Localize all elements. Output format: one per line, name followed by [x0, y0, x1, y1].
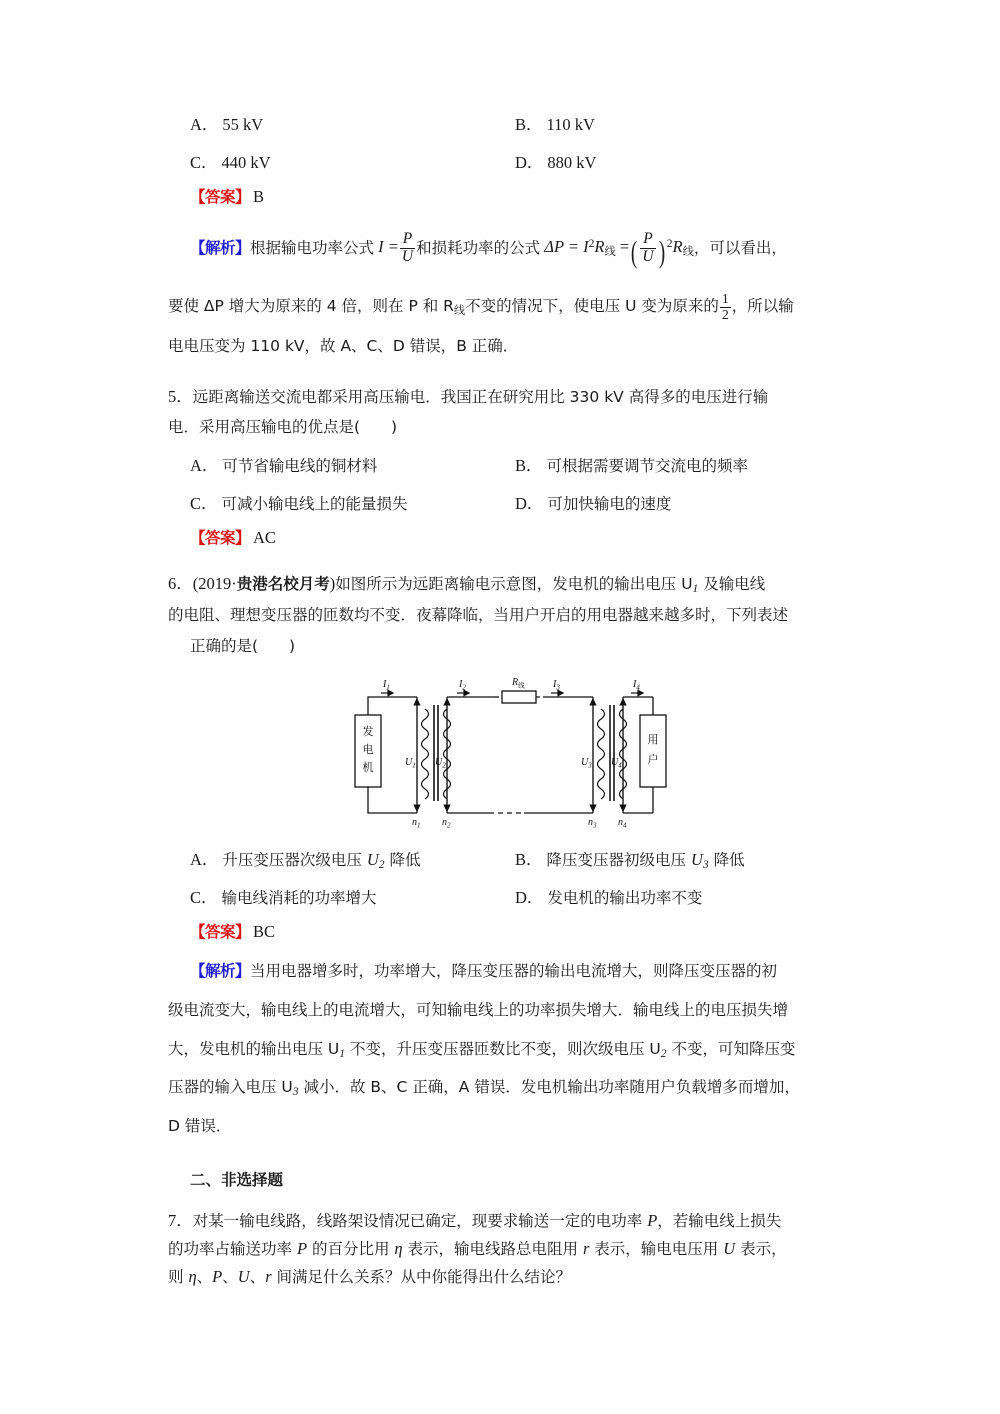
- solution-tag: 【解析】: [190, 238, 251, 257]
- q4-solution-line3: [168, 326, 840, 366]
- q6-stem-line1-wrap: [168, 567, 840, 602]
- q7-line3g: 、: [249, 1267, 266, 1286]
- q6-solution-line4-wrap: [168, 1068, 840, 1107]
- q6-option-d-label: D．: [515, 888, 544, 908]
- q6-option-b-sym: U: [690, 849, 703, 869]
- label-i3: $I_3$: [553, 679, 560, 692]
- q4-formula-dP-R: R: [594, 237, 605, 257]
- q4-solution-seg5: 不变的情况下，使电压 U 变为原来的: [465, 297, 719, 316]
- q5-option-b[interactable]: [515, 452, 840, 476]
- q4-solution-line2: [168, 286, 840, 326]
- q5-option-d[interactable]: [515, 490, 840, 514]
- q7-number: 7．: [168, 1210, 193, 1230]
- q5-option-a-label: A．: [190, 455, 219, 475]
- q6-option-a-post: 降低: [384, 850, 421, 869]
- u1-arrow-down: [414, 805, 420, 811]
- label-u4: $U_4$: [611, 757, 622, 770]
- q6-answer-value: BC: [253, 922, 276, 942]
- u2-arrow-down: [444, 805, 450, 811]
- q7-line2b: P: [296, 1238, 308, 1258]
- q4-option-b-text: 110 kV: [546, 115, 595, 134]
- q5-stem-line2-wrap: [168, 410, 840, 445]
- section-2-heading-wrap: [168, 1168, 840, 1190]
- q4-option-c[interactable]: [168, 149, 515, 173]
- q4-solution-seg6: ，所以输: [731, 297, 794, 316]
- q7-line2e: 表示，输电线路总电阻用: [402, 1239, 583, 1258]
- q5-option-c[interactable]: [168, 490, 515, 514]
- power-transmission-diagram: [339, 673, 669, 833]
- q6-solution-line3b: 1: [339, 1047, 346, 1060]
- q7-line2a: 的功率占输送功率: [168, 1239, 297, 1258]
- label-i4: $I_4$: [633, 679, 640, 692]
- q6-solution-line4c: 减小．故 B、C 正确，A 错误．发电机输出功率随用户负载增多而增加，: [298, 1078, 800, 1097]
- q6-solution-line4a: 压器的输入电压 U: [168, 1078, 293, 1097]
- q7-line2g: 表示，输电电压用: [589, 1239, 724, 1258]
- q6-solution-line5: D 错误．: [168, 1117, 232, 1136]
- q5-stem-line2: 电．采用高压输电的优点是( ): [168, 418, 398, 437]
- q4-solution-seg4b: 线: [453, 304, 466, 318]
- q6-option-b-pre: 降压变压器初级电压: [546, 850, 691, 869]
- q4-formula-R2-sub: 线: [682, 245, 694, 259]
- q6-solution-line1-wrap: [168, 952, 840, 991]
- figure-labels: [382, 677, 640, 829]
- gen-bottom-wire: [368, 787, 417, 813]
- label-n3: $n_3$: [588, 817, 597, 830]
- question-7: [168, 1204, 840, 1293]
- q7-line2f: r: [582, 1238, 590, 1258]
- q4-answer-value: B: [253, 187, 265, 206]
- q4-solution-seg4: 要使 ΔP 增大为原来的 4 倍，则在 P 和 R: [168, 297, 454, 316]
- q6-option-a-sub: 2: [378, 859, 385, 872]
- q6-options-row-2: [168, 877, 840, 915]
- q6-option-d[interactable]: [515, 884, 840, 908]
- page-content: [168, 104, 840, 1293]
- answer-tag: 【答案】: [190, 923, 251, 942]
- q6-solution-line3d: 2: [660, 1047, 667, 1060]
- q7-line3h: r: [265, 1266, 272, 1286]
- q5-number: 5．: [168, 386, 193, 406]
- q5-option-d-text: 可加快输电的速度: [547, 494, 672, 513]
- right-paren-glyph: ): [658, 234, 665, 269]
- q6-stem-source: [193, 574, 237, 593]
- transformer2-primary-coil: [598, 709, 605, 799]
- q6-option-b-sub: 3: [702, 859, 709, 872]
- u1-arrow-up: [414, 699, 420, 705]
- q7-line3e: 、: [222, 1267, 238, 1286]
- line-resistor: [502, 691, 536, 703]
- generator-label-c3: 机: [362, 761, 374, 775]
- q6-option-a-sym: U: [366, 849, 379, 869]
- consumer-box: [640, 715, 666, 787]
- q7-line1a: 对某一输电线路，线路架设情况已确定，现要求输送一定的电功率: [192, 1211, 648, 1230]
- q6-solution-line3-wrap: [168, 1030, 840, 1069]
- q6-stem-line3: 正确的是( ): [190, 636, 296, 655]
- q6-stem-line2-wrap: [168, 598, 840, 633]
- q6-solution-line3a: 大，发电机的输出电压 U: [168, 1039, 340, 1058]
- q5-answer-line: [168, 521, 840, 556]
- question-6: [168, 567, 840, 1145]
- q4-half-fraction: [720, 292, 731, 322]
- q6-solution-line3c: 不变，升压变压器匝数比不变，则次级电压 U: [345, 1039, 661, 1058]
- q6-stem-line2: 的电阻、理想变压器的匝数均不变．夜幕降临，当用户开启的用电器越来越多时，下列表述: [168, 606, 789, 625]
- label-resistor: $R_线$: [512, 677, 525, 690]
- q4-option-a-label: A．: [190, 115, 219, 134]
- q6-option-a[interactable]: [168, 846, 515, 871]
- circuit-figure: [168, 673, 840, 833]
- q6-stem-line1c: 及输电线: [698, 575, 766, 594]
- q6-option-c[interactable]: [168, 884, 515, 908]
- q4-formula-I: [378, 230, 416, 265]
- q6-stem-line1a: 如图所示为远距离输电示意图，发电机的输出电压 U: [335, 575, 693, 594]
- q4-formula-deltaP: [544, 230, 694, 269]
- q4-half-den: 2: [721, 306, 729, 322]
- q6-stem-line3-wrap: [168, 629, 840, 664]
- q4-formula-I-lhs: I =: [378, 237, 399, 257]
- q4-option-c-label: C．: [190, 153, 218, 172]
- q5-option-d-label: D．: [515, 493, 544, 513]
- q6-option-d-pre: 发电机的输出功率不变: [547, 889, 703, 908]
- label-i2: $I_2$: [459, 679, 466, 692]
- u4-arrow-up: [620, 699, 626, 705]
- q4-formula-R2: R: [672, 237, 683, 257]
- q4-solution: [168, 217, 840, 289]
- q7-line2c: 的百分比用: [307, 1239, 395, 1258]
- u2-arrow-up: [444, 699, 450, 705]
- q6-solution-line4b: 3: [292, 1086, 299, 1099]
- q7-line3f: U: [237, 1266, 250, 1286]
- q6-options-row-1: [168, 839, 840, 877]
- q6-source-close: ): [329, 574, 336, 594]
- q4-formula-I-den: U: [401, 247, 414, 265]
- q4-option-d[interactable]: [515, 149, 840, 173]
- q4-formula-pow: 2: [666, 238, 673, 251]
- q6-source-bold: 贵港名校月考: [236, 575, 330, 594]
- q4-options-row-2: [168, 142, 840, 180]
- label-u1: $U_1$: [405, 757, 416, 770]
- q6-option-c-pre: 输电线消耗的功率增大: [221, 889, 377, 908]
- q4-solution-seg2: 和损耗功率的公式: [416, 238, 541, 257]
- q4-formula-dP-sub: 线: [604, 245, 616, 259]
- q4-answer-line: [168, 180, 840, 215]
- q6-stem-line1b: 1: [692, 583, 699, 596]
- q4-solution-seg7: 电电压变为 110 kV，故 A、C、D 错误，B 正确．: [168, 336, 519, 355]
- q4-option-a[interactable]: [168, 111, 515, 135]
- label-n2: $n_2$: [442, 817, 451, 830]
- q4-solution-seg3: ，可以看出，: [693, 238, 787, 257]
- q7-line2d: η: [394, 1238, 403, 1258]
- q4-formula-PU-den: U: [642, 247, 654, 265]
- answer-tag: 【答案】: [190, 528, 251, 547]
- q7-line3a: 则: [168, 1267, 189, 1286]
- section-2-title: 二、非选择题: [190, 1170, 284, 1189]
- q4-formula-I-fraction: [400, 231, 415, 265]
- q5-answer-value: AC: [253, 527, 276, 547]
- label-u3: $U_3$: [581, 757, 592, 770]
- q6-answer-line: [168, 915, 840, 950]
- q4-solution-seg1: 根据输电功率公式: [250, 238, 375, 257]
- q4-formula-dP-sup: 2: [588, 238, 595, 251]
- left-paren-glyph: (: [631, 234, 638, 269]
- q4-formula-eq: =: [619, 237, 630, 257]
- q7-line3c: 、: [196, 1267, 213, 1286]
- label-i1: $I_1$: [383, 679, 390, 692]
- label-n4: $n_4$: [618, 817, 627, 830]
- q7-line3b: η: [188, 1266, 197, 1286]
- q6-solution-line1: 当用电器增多时，功率增大，降压变压器的输出电流增大，则降压变压器的初: [250, 962, 778, 981]
- q6-option-a-label: A．: [190, 849, 219, 869]
- generator-label-c1: 发: [362, 725, 374, 739]
- u3-arrow-up: [590, 699, 596, 705]
- q7-line1b: P: [647, 1210, 658, 1230]
- solution-tag: 【解析】: [190, 962, 251, 981]
- q4-option-c-text: 440 kV: [221, 153, 271, 172]
- q5-option-c-text: 可减小输电线上的能量损失: [221, 494, 408, 513]
- consumer-label-c1: 用: [647, 733, 659, 747]
- q5-option-b-label: B．: [515, 455, 543, 475]
- label-n1: $n_1$: [412, 817, 421, 830]
- q6-solution-line2: 级电流变大，输电线上的电流增大，可知输电线上的功率损失增大．输电线上的电压损失增: [168, 1000, 789, 1019]
- q4-formula-dP-lhs: ΔP = I: [544, 237, 589, 257]
- q6-source-open: (2019·: [192, 574, 237, 594]
- q5-option-a[interactable]: [168, 452, 515, 476]
- q6-option-b[interactable]: [515, 846, 840, 871]
- q5-stem: [168, 380, 840, 415]
- q7-line1c: ，若输电线上损失: [657, 1211, 782, 1230]
- q5-options-row-1: [168, 445, 840, 483]
- q5-stem-line1: 远距离输送交流电都采用高压输电．我国正在研究用比 330 kV 高得多的电压进行输: [192, 387, 769, 406]
- q7-line2i: 表示，: [735, 1239, 787, 1258]
- q4-options-row-1: [168, 104, 840, 142]
- q4-option-b[interactable]: [515, 111, 840, 135]
- q7-line3i: 间满足什么关系？从中你能得出什么结论？: [271, 1267, 572, 1286]
- q4-option-a-text: 55 kV: [222, 115, 264, 134]
- q4-formula-PU-num: P: [643, 230, 653, 248]
- q4-option-d-text: 880 kV: [547, 153, 597, 172]
- q6-option-a-pre: 升压变压器次级电压: [222, 850, 367, 869]
- q4-option-b-label: B．: [515, 115, 543, 134]
- q7-line2h: U: [723, 1238, 736, 1258]
- q6-option-c-label: C．: [190, 888, 218, 908]
- consumer-label-c2: 户: [647, 753, 659, 767]
- q4-formula-I-num: P: [402, 230, 413, 248]
- q7-line3d: P: [212, 1266, 223, 1286]
- q6-option-b-post: 降低: [708, 850, 745, 869]
- q5-option-b-text: 可根据需要调节交流电的频率: [546, 456, 749, 475]
- q5-options-row-2: [168, 483, 840, 521]
- q4-option-d-label: D．: [515, 153, 544, 172]
- q6-solution-line2-wrap: [168, 991, 840, 1030]
- voltage-arrows: [414, 699, 626, 811]
- q6-solution-line3e: 不变，可知降压变: [666, 1039, 796, 1058]
- transformer1-primary-coil: [422, 709, 429, 799]
- q5-option-c-label: C．: [190, 493, 218, 513]
- q4-formula-PU-fraction: [640, 231, 655, 265]
- q4-half-num: 1: [721, 291, 729, 307]
- q5-option-a-text: 可节省输电线的铜材料: [222, 456, 378, 475]
- q6-solution-line5-wrap: [168, 1107, 840, 1146]
- answer-tag: 【答案】: [190, 188, 251, 206]
- label-u2: $U_2$: [435, 757, 446, 770]
- u4-arrow-down: [620, 805, 626, 811]
- q6-option-b-label: B．: [515, 849, 543, 869]
- gen-top-wire: [368, 697, 417, 715]
- u3-arrow-down: [590, 805, 596, 811]
- question-5: [168, 380, 840, 556]
- generator-label-c2: 电: [362, 743, 374, 757]
- q6-number: 6．: [168, 574, 193, 594]
